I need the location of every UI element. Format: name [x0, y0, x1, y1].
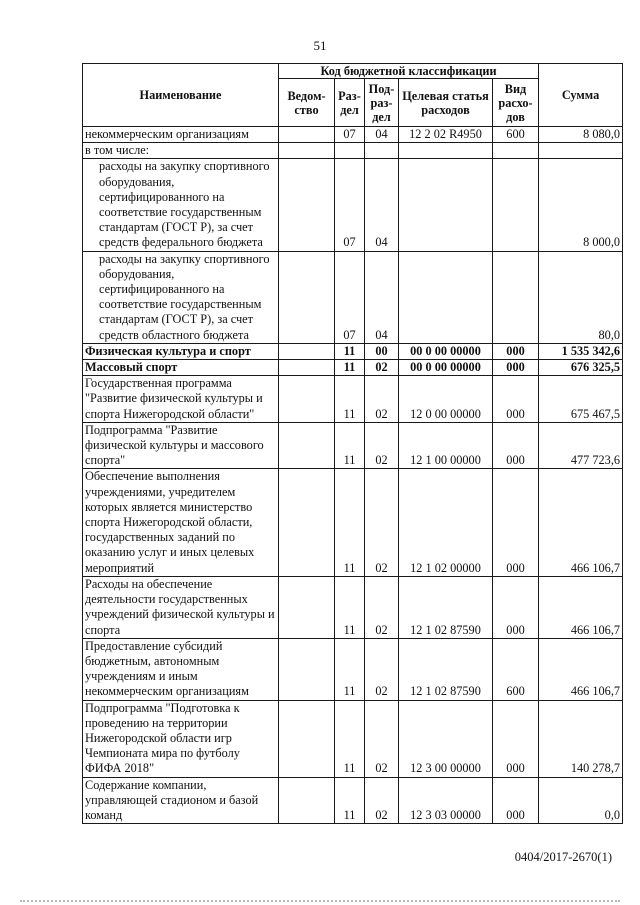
row-razdel: 07 — [335, 127, 365, 143]
row-podrazdel: 04 — [365, 159, 399, 251]
row-vedomstvo — [279, 469, 335, 576]
row-razdel: 11 — [335, 700, 365, 777]
row-razdel: 11 — [335, 638, 365, 700]
row-razdel: 11 — [335, 422, 365, 469]
row-vedomstvo — [279, 376, 335, 423]
row-podrazdel: 04 — [365, 127, 399, 143]
row-vid: 000 — [493, 469, 539, 576]
row-razdel: 11 — [335, 343, 365, 359]
row-podrazdel: 02 — [365, 777, 399, 824]
table-row — [83, 159, 623, 251]
row-podrazdel: 02 — [365, 376, 399, 423]
row-target: 00 0 00 00000 — [399, 360, 493, 376]
row-sum: 1 535 342,6 — [539, 343, 623, 359]
row-podrazdel: 02 — [365, 638, 399, 700]
row-vedomstvo — [279, 422, 335, 469]
row-sum: 8 080,0 — [539, 127, 623, 143]
row-target — [399, 159, 493, 251]
row-name: Предоставление субсидий бюджетным, автономным учреждениям и иным некоммерческим организациям — [83, 638, 279, 700]
row-vid: 600 — [493, 638, 539, 700]
row-vedomstvo — [279, 360, 335, 376]
row-vid — [493, 251, 539, 343]
row-target: 12 3 00 00000 — [399, 700, 493, 777]
header-expense-type: Вид расхо-дов — [493, 79, 539, 127]
row-razdel — [335, 143, 365, 159]
row-name: Подпрограмма "Развитие физической культуры и массового спорта" — [83, 422, 279, 469]
row-sum — [539, 143, 623, 159]
row-vid: 000 — [493, 360, 539, 376]
row-name: Содержание компании, управляющей стадионом и базой команд — [83, 777, 279, 824]
row-podrazdel: 02 — [365, 422, 399, 469]
table-row — [83, 576, 623, 638]
table-row — [83, 360, 623, 376]
row-podrazdel: 00 — [365, 343, 399, 359]
row-sum: 675 467,5 — [539, 376, 623, 423]
row-podrazdel: 04 — [365, 251, 399, 343]
header-name: Наименование — [83, 64, 279, 127]
row-vedomstvo — [279, 159, 335, 251]
table-row — [83, 422, 623, 469]
row-target: 12 3 03 00000 — [399, 777, 493, 824]
row-vid — [493, 159, 539, 251]
scan-edge-divider — [20, 900, 620, 905]
row-target: 12 2 02 R4950 — [399, 127, 493, 143]
header-podrazdel: Под-раз-дел — [365, 79, 399, 127]
row-razdel: 11 — [335, 777, 365, 824]
row-target: 00 0 00 00000 — [399, 343, 493, 359]
row-sum: 8 000,0 — [539, 159, 623, 251]
row-sum: 466 106,7 — [539, 576, 623, 638]
row-target — [399, 251, 493, 343]
table-row — [83, 700, 623, 777]
row-razdel: 07 — [335, 159, 365, 251]
table-row — [83, 343, 623, 359]
row-razdel: 07 — [335, 251, 365, 343]
row-vid — [493, 143, 539, 159]
row-sum: 676 325,5 — [539, 360, 623, 376]
row-target: 12 1 00 00000 — [399, 422, 493, 469]
table-row — [83, 777, 623, 824]
row-razdel: 11 — [335, 376, 365, 423]
page-number: 51 — [313, 38, 327, 53]
row-podrazdel: 02 — [365, 469, 399, 576]
table-row — [83, 469, 623, 576]
row-vedomstvo — [279, 638, 335, 700]
row-name: Расходы на обеспечение деятельности государственных учреждений физической культуры и спорта — [83, 576, 279, 638]
row-target: 12 1 02 87590 — [399, 638, 493, 700]
header-classification-group: Код бюджетной классификации — [279, 64, 539, 79]
budget-table — [82, 63, 623, 824]
row-name: Подпрограмма "Подготовка к проведению на территории Нижегородской области игр Чемпионата мира по футболу ФИФА 2018" — [83, 700, 279, 777]
row-sum: 140 278,7 — [539, 700, 623, 777]
row-podrazdel: 02 — [365, 576, 399, 638]
row-vedomstvo — [279, 777, 335, 824]
row-vid: 000 — [493, 700, 539, 777]
row-name: в том числе: — [83, 143, 279, 159]
row-name: Массовый спорт — [83, 360, 279, 376]
row-sum: 466 106,7 — [539, 638, 623, 700]
row-vedomstvo — [279, 143, 335, 159]
row-name: Физическая культура и спорт — [83, 343, 279, 359]
row-razdel: 11 — [335, 469, 365, 576]
row-razdel: 11 — [335, 576, 365, 638]
row-sum: 0,0 — [539, 777, 623, 824]
row-name: Государственная программа "Развитие физической культуры и спорта Нижегородской области" — [83, 376, 279, 423]
row-name: некоммерческим организациям — [83, 127, 279, 143]
row-vid: 000 — [493, 422, 539, 469]
row-vid: 600 — [493, 127, 539, 143]
row-vid: 000 — [493, 343, 539, 359]
row-target: 12 1 02 00000 — [399, 469, 493, 576]
row-name: расходы на закупку спортивного оборудования, сертифицированного на соответствие государственным стандартам (ГОСТ Р), за счет средств федерального бюджета — [83, 159, 279, 251]
row-target — [399, 143, 493, 159]
row-sum: 80,0 — [539, 251, 623, 343]
row-podrazdel: 02 — [365, 360, 399, 376]
row-podrazdel: 02 — [365, 700, 399, 777]
header-razdel: Раз-дел — [335, 79, 365, 127]
row-vid: 000 — [493, 777, 539, 824]
document-code: 0404/2017-2670(1) — [514, 850, 612, 864]
row-name: Обеспечение выполнения учреждениями, учредителем которых является министерство спорта Нижегородской области, государственных заданий по оказанию услуг и иных целевых мероприятий — [83, 469, 279, 576]
row-sum: 466 106,7 — [539, 469, 623, 576]
table-row — [83, 127, 623, 143]
row-vid: 000 — [493, 376, 539, 423]
header-sum: Сумма — [539, 64, 623, 127]
row-sum: 477 723,6 — [539, 422, 623, 469]
header-vedomstvo: Ведом-ство — [279, 79, 335, 127]
header-target-article: Целевая статья расходов — [399, 79, 493, 127]
row-razdel: 11 — [335, 360, 365, 376]
row-vedomstvo — [279, 576, 335, 638]
row-target: 12 1 02 87590 — [399, 576, 493, 638]
row-vedomstvo — [279, 251, 335, 343]
table-row — [83, 638, 623, 700]
row-vedomstvo — [279, 343, 335, 359]
row-podrazdel — [365, 143, 399, 159]
row-name: расходы на закупку спортивного оборудования, сертифицированного на соответствие государственным стандартам (ГОСТ Р), за счет средств областного бюджета — [83, 251, 279, 343]
table-row — [83, 251, 623, 343]
row-vedomstvo — [279, 700, 335, 777]
row-vedomstvo — [279, 127, 335, 143]
row-vid: 000 — [493, 576, 539, 638]
table-row — [83, 143, 623, 159]
row-target: 12 0 00 00000 — [399, 376, 493, 423]
table-row — [83, 376, 623, 423]
